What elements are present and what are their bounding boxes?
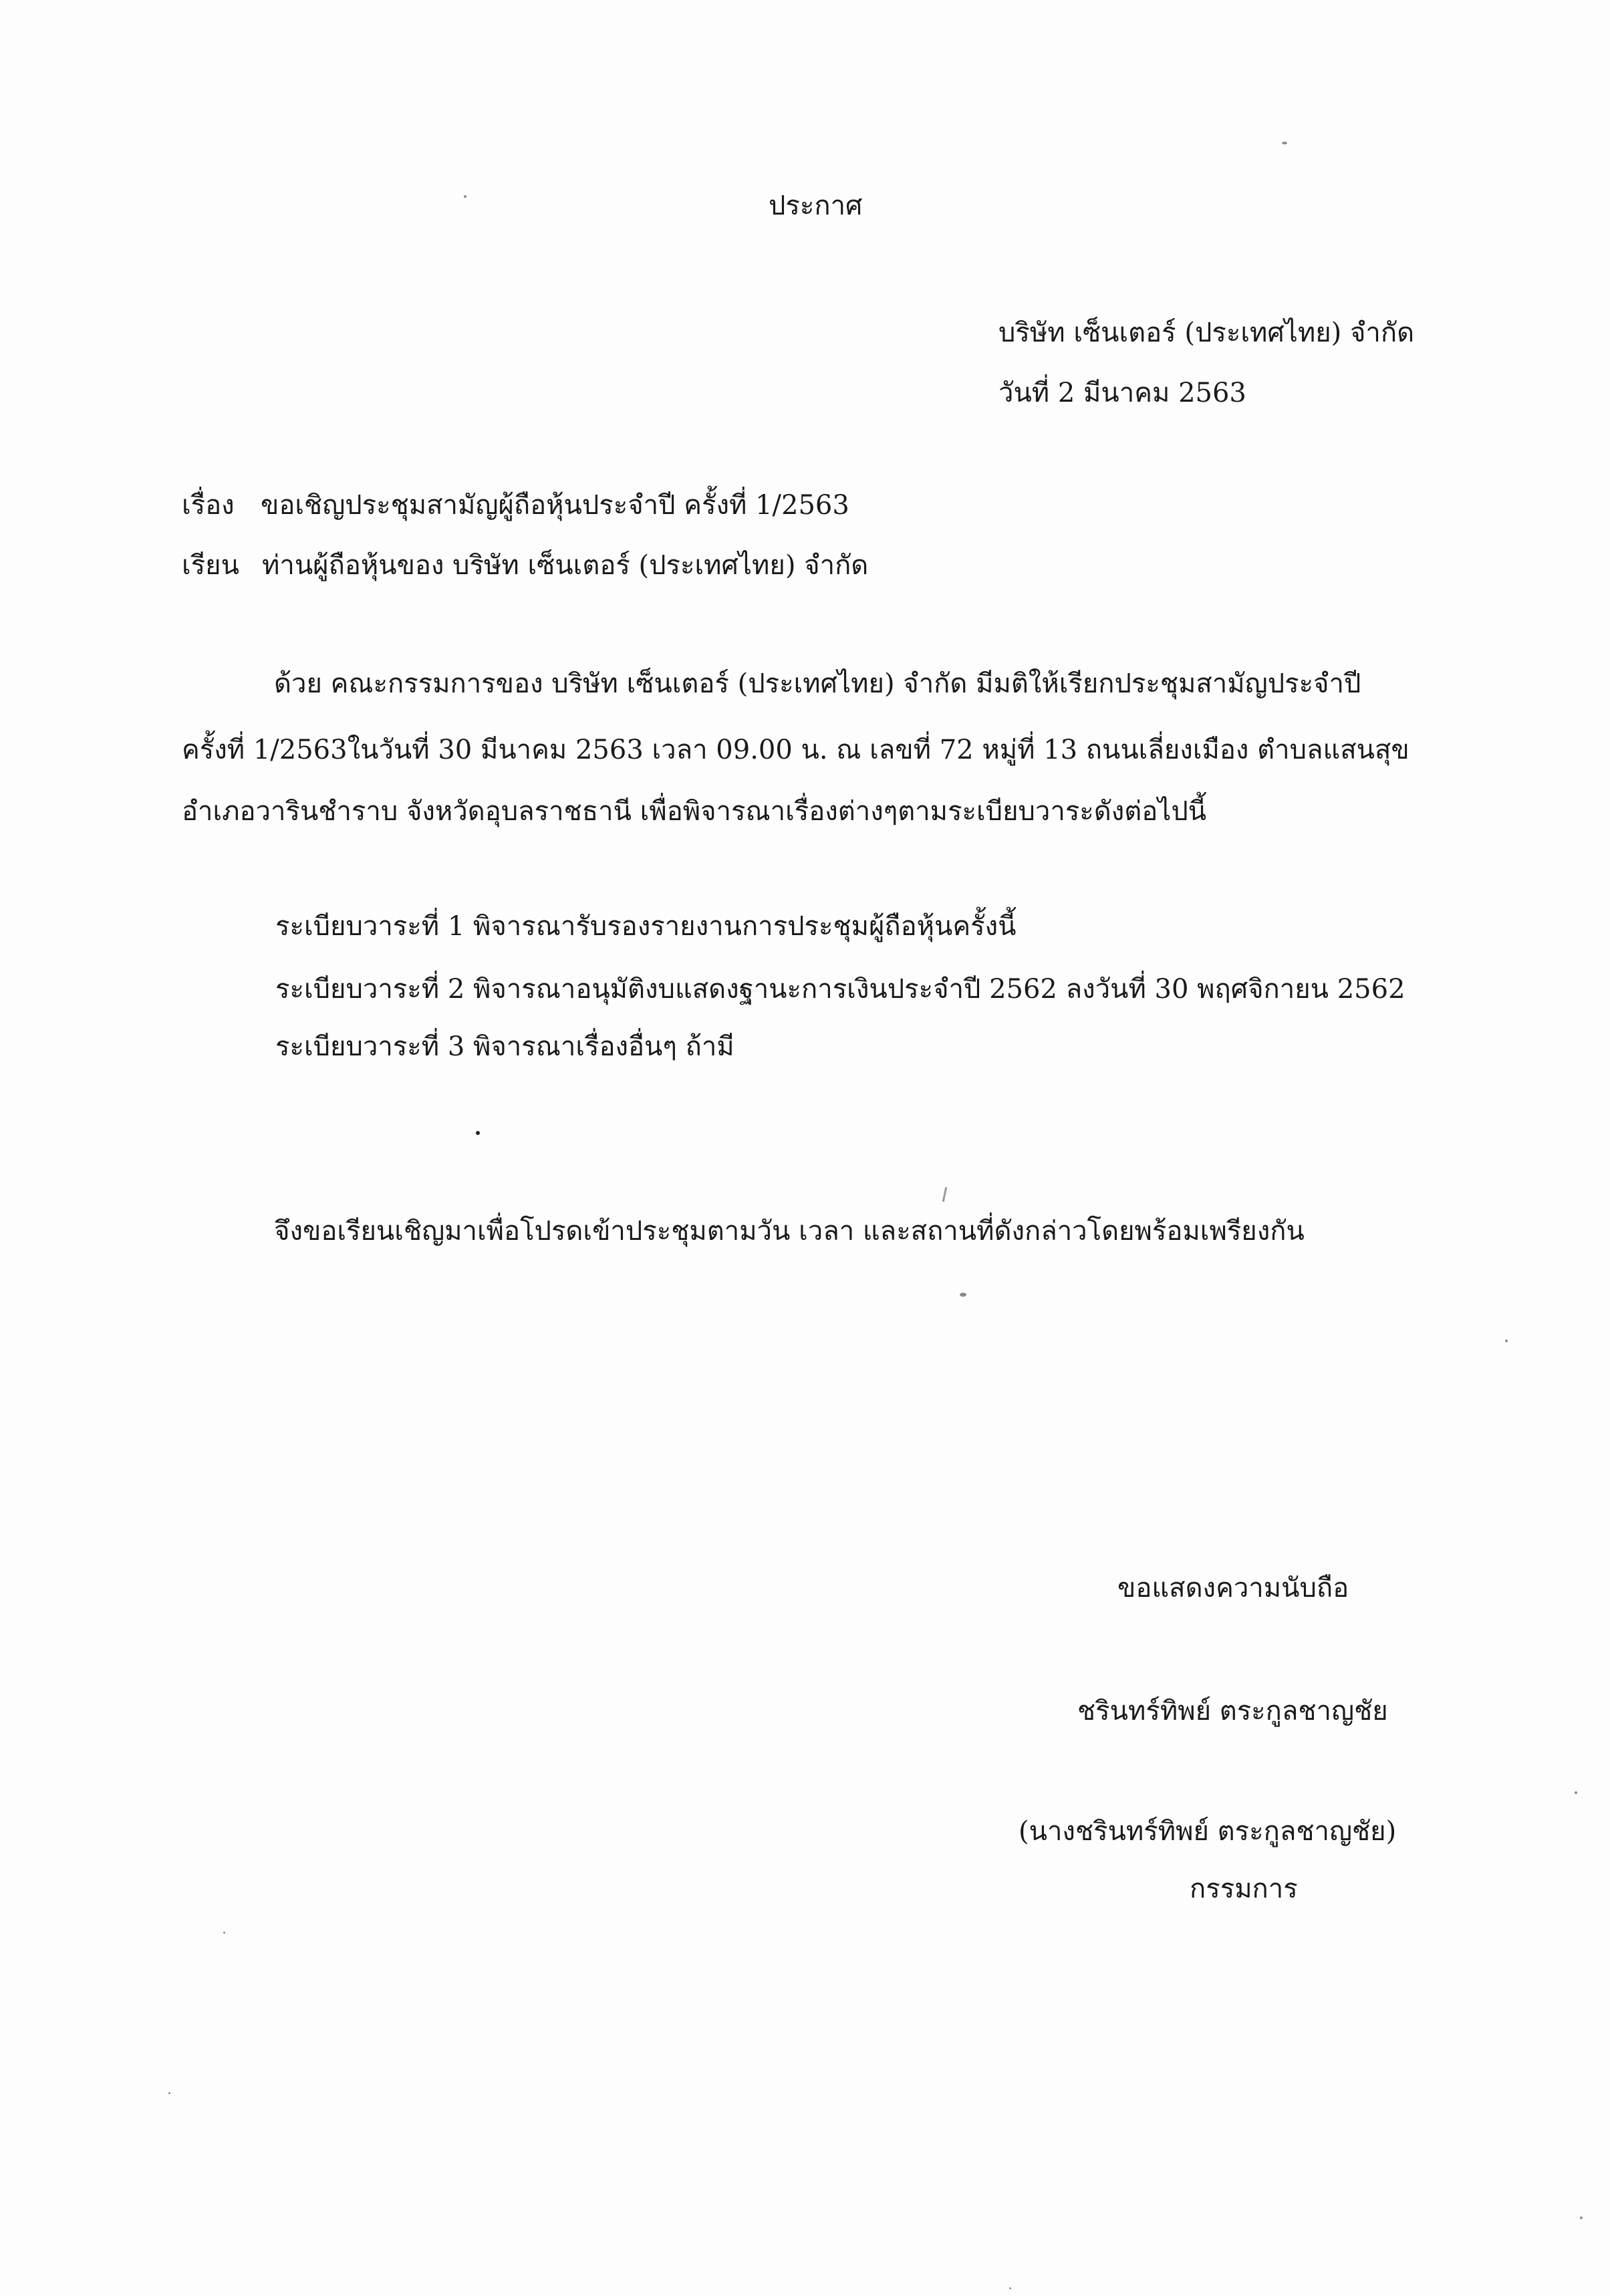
scan-mark bbox=[942, 1187, 948, 1202]
scan-speck bbox=[476, 1131, 480, 1135]
signer-position: กรรมการ bbox=[1190, 1874, 1298, 1904]
agenda-item-1: ระเบียบวาระที่ 1 พิจารณารับรองรายงานการประชุมผู้ถือหุ้นครั้งนี้ bbox=[275, 911, 1017, 942]
body-line-2: ครั้งที่ 1/2563ในวันที่ 30 มีนาคม 2563 เวลา 09.00 น. ณ เลขที่ 72 หมู่ที่ 13 ถนนเลี่ยงเมือง ตำบลแสนสุข bbox=[182, 735, 1410, 765]
scan-speck bbox=[1580, 2216, 1583, 2219]
scan-speck bbox=[1575, 1791, 1577, 1794]
subject-text: ขอเชิญประชุมสามัญผู้ถือหุ้นประจำปี ครั้งที่ 1/2563 bbox=[261, 490, 849, 521]
recipient-label: เรียน bbox=[182, 550, 239, 581]
body-line-1: ด้วย คณะกรรมการของ บริษัท เซ็นเตอร์ (ประเทศไทย) จำกัด มีมติให้เรียกประชุมสามัญประจำปี bbox=[274, 668, 1361, 699]
closing-paragraph: จึงขอเรียนเชิญมาเพื่อโปรดเข้าประชุมตามวัน เวลา และสถานที่ดังกล่าวโดยพร้อมเพรียงกัน bbox=[274, 1216, 1305, 1247]
signer-full-name: (นางชรินทร์ทิพย์ ตระกูลชาญชัย) bbox=[1019, 1816, 1397, 1847]
scan-speck bbox=[1009, 2287, 1011, 2289]
scan-speck bbox=[464, 195, 466, 198]
subject-label: เรื่อง bbox=[182, 490, 235, 521]
scan-speck bbox=[1505, 1340, 1508, 1342]
recipient-text: ท่านผู้ถือหุ้นของ บริษัท เซ็นเตอร์ (ประเทศไทย) จำกัด bbox=[262, 550, 869, 581]
body-line-3: อำเภอวารินชำราบ จังหวัดอุบลราชธานี เพื่อพิจารณาเรื่องต่างๆตามระเบียบวาระดังต่อไปนี้ bbox=[182, 796, 1207, 827]
scan-speck bbox=[1282, 142, 1287, 144]
scan-speck bbox=[168, 2092, 170, 2094]
agenda-item-3: ระเบียบวาระที่ 3 พิจารณาเรื่องอื่นๆ ถ้ามี bbox=[275, 1031, 734, 1062]
agenda-item-2: ระเบียบวาระที่ 2 พิจารณาอนุมัติงบแสดงฐานะการเงินประจำปี 2562 ลงวันที่ 30 พฤศจิกายน 2562 bbox=[275, 974, 1405, 1005]
regards-text: ขอแสดงความนับถือ bbox=[1117, 1573, 1349, 1604]
signer-name: ชรินทร์ทิพย์ ตระกูลชาญชัย bbox=[1077, 1696, 1388, 1727]
company-name: บริษัท เซ็นเตอร์ (ประเทศไทย) จำกัด bbox=[998, 317, 1415, 348]
scan-speck bbox=[223, 1932, 225, 1934]
scan-speck bbox=[960, 1293, 966, 1297]
document-title: ประกาศ bbox=[769, 190, 863, 221]
document-date: วันที่ 2 มีนาคม 2563 bbox=[998, 378, 1246, 408]
